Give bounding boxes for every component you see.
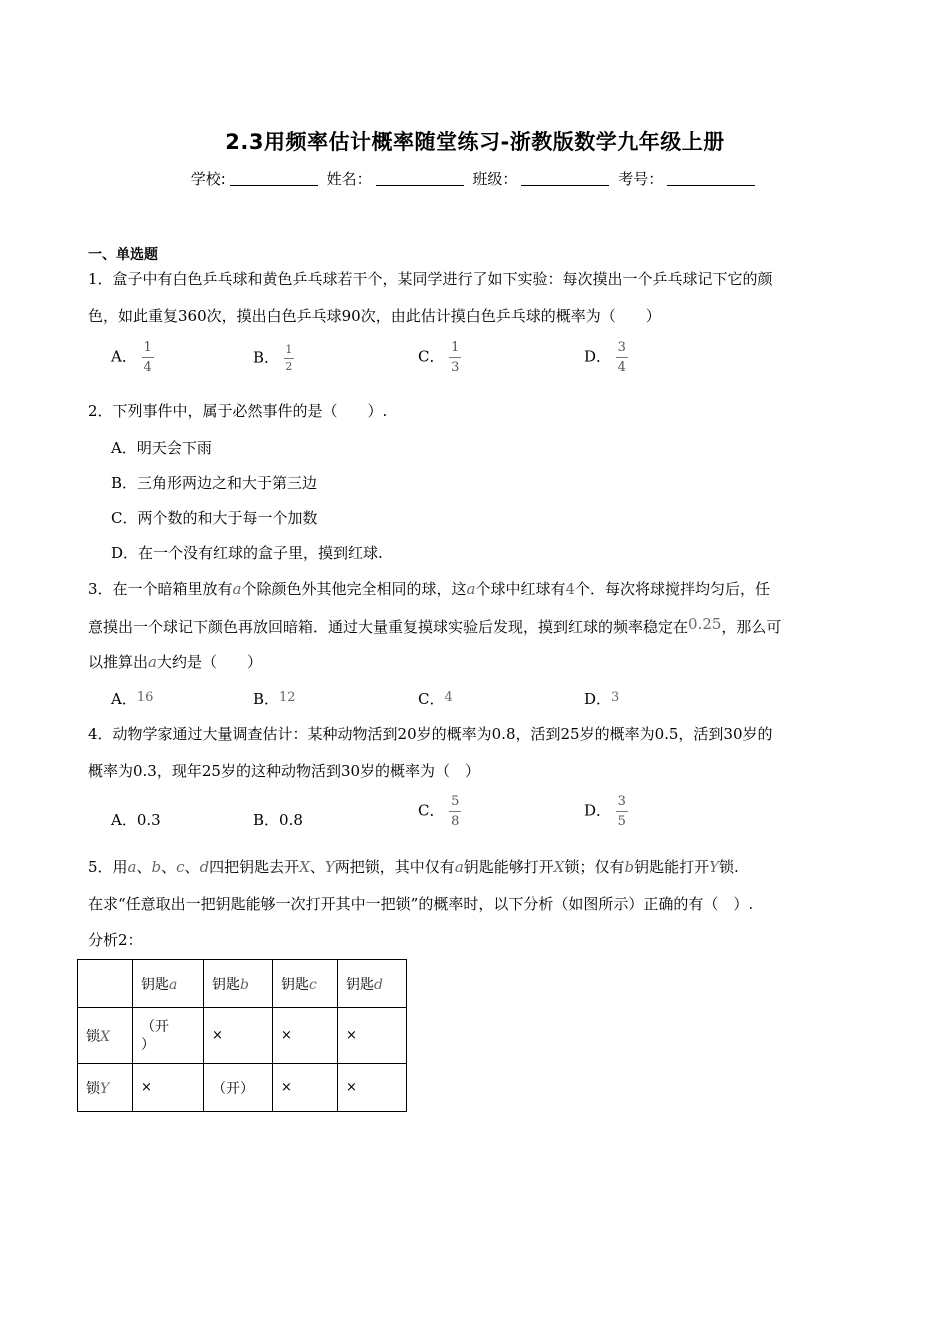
q1-line2: 色，如此重复360次，摸出白色乒乓球90次，由此估计摸白色乒乓球的概率为（ ）	[88, 307, 661, 325]
table-cell: ×	[273, 1064, 338, 1112]
q3-line2: 意摸出一个球记下颜色再放回暗箱．通过大量重复摸球实验后发现，摸到红球的频率稳定在0.25，那么可	[88, 615, 782, 636]
table-row	[78, 960, 407, 1008]
exam-no-blank[interactable]	[667, 185, 755, 186]
q2-stem: 2．下列事件中，属于必然事件的是（ ）.	[88, 402, 388, 420]
option-label: B．	[253, 348, 280, 367]
q3-line1: 3．在一个暗箱里放有a个除颜色外其他完全相同的球，这a个球中红球有4个．每次将球搅拌均匀后，任	[88, 580, 771, 598]
school-blank[interactable]	[230, 185, 318, 186]
q3-option-c[interactable]: C．4	[418, 690, 453, 708]
table-cell: 钥匙b	[204, 960, 273, 1008]
analysis-table	[77, 959, 407, 1112]
table-cell: ×	[338, 1008, 407, 1064]
q1-line1: 1．盒子中有白色乒乓球和黄色乒乓球若干个，某同学进行了如下实验：每次摸出一个乒乓球记下它的颜	[88, 270, 773, 288]
q4-line2: 概率为0.3，现年25岁的这种动物活到30岁的概率为（ ）	[88, 762, 481, 780]
q3-option-d[interactable]: D．3	[584, 690, 620, 708]
fraction: $\frac{1}{4}$	[143, 340, 152, 375]
q5-line3: 分析2：	[88, 931, 143, 949]
q4-option-d[interactable]: D． $\frac{3}{5}$	[584, 794, 626, 829]
option-label: D．	[584, 347, 612, 366]
option-label: C．	[418, 347, 445, 366]
table-row	[78, 1064, 407, 1112]
name-blank[interactable]	[376, 185, 464, 186]
q4-option-b[interactable]: B．0.8	[253, 811, 303, 829]
var-a: a	[148, 653, 157, 671]
fraction: $\frac{5}{8}$	[451, 794, 460, 829]
student-info-row	[0, 168, 950, 189]
table-cell: 钥匙c	[273, 960, 338, 1008]
fraction: $\frac{1}{3}$	[451, 340, 460, 375]
q2-option-a[interactable]: A．明天会下雨	[111, 439, 212, 457]
q3-option-a[interactable]: A．16	[111, 690, 154, 708]
exam-no-label: 考号：	[618, 170, 664, 188]
page-title: 2.3用频率估计概率随堂练习-浙教版数学九年级上册	[225, 130, 725, 154]
table-cell: ×	[204, 1008, 273, 1064]
var-a: a	[232, 580, 242, 598]
table-cell: 钥匙d	[338, 960, 407, 1008]
q1-option-b[interactable]	[253, 344, 294, 373]
option-label: A．	[111, 347, 137, 366]
q1-option-a[interactable]	[111, 340, 154, 375]
q4-option-a[interactable]: A．0.3	[111, 811, 161, 829]
fraction: $\frac{3}{4}$	[617, 340, 626, 375]
table-row	[78, 1008, 407, 1064]
q3-line3: 以推算出a大约是（ ）	[88, 653, 262, 671]
table-cell: （开 ）	[133, 1008, 204, 1064]
var-a: a	[466, 580, 476, 598]
q1-option-c[interactable]	[418, 340, 461, 375]
fraction: $\frac{3}{5}$	[617, 794, 626, 829]
table-cell: （开）	[204, 1064, 273, 1112]
q4-option-c[interactable]: C． $\frac{5}{8}$	[418, 794, 460, 829]
q1-option-d[interactable]	[584, 340, 628, 375]
table-cell: 钥匙a	[133, 960, 204, 1008]
section-title: 一、单选题	[88, 247, 158, 263]
school-label: 学校:	[190, 170, 226, 188]
q5-line1: 5．用a、b、c、d四把钥匙去开X、Y两把锁，其中仅有a钥匙能够打开X锁；仅有b钥匙能打开Y锁.	[88, 858, 739, 876]
table-cell: ×	[133, 1064, 204, 1112]
name-label: 姓名：	[326, 170, 372, 188]
table-cell: ×	[273, 1008, 338, 1064]
table-cell	[78, 960, 133, 1008]
table-cell: ×	[338, 1064, 407, 1112]
class-label: 班级：	[472, 170, 518, 188]
q2-option-c[interactable]: C．两个数的和大于每一个加数	[111, 509, 318, 527]
q4-line1: 4．动物学家通过大量调查估计：某种动物活到20岁的概率为0.8，活到25岁的概率为0.5，活到30岁的	[88, 725, 773, 743]
q5-line2: 在求“任意取出一把钥匙能够一次打开其中一把锁”的概率时，以下分析（如图所示）正确的有（ ）.	[88, 895, 754, 913]
table-cell: 锁X	[78, 1008, 133, 1064]
table-cell: 锁Y	[78, 1064, 133, 1112]
q2-option-b[interactable]: B．三角形两边之和大于第三边	[111, 474, 318, 492]
q2-option-d[interactable]: D．在一个没有红球的盒子里，摸到红球.	[111, 544, 383, 562]
num-4: 4	[565, 580, 576, 598]
freq-value: 0.25	[688, 615, 722, 633]
fraction: $\frac{1}{2}$	[285, 343, 293, 373]
q3-option-b[interactable]: B．12	[253, 690, 296, 708]
class-blank[interactable]	[521, 185, 609, 186]
